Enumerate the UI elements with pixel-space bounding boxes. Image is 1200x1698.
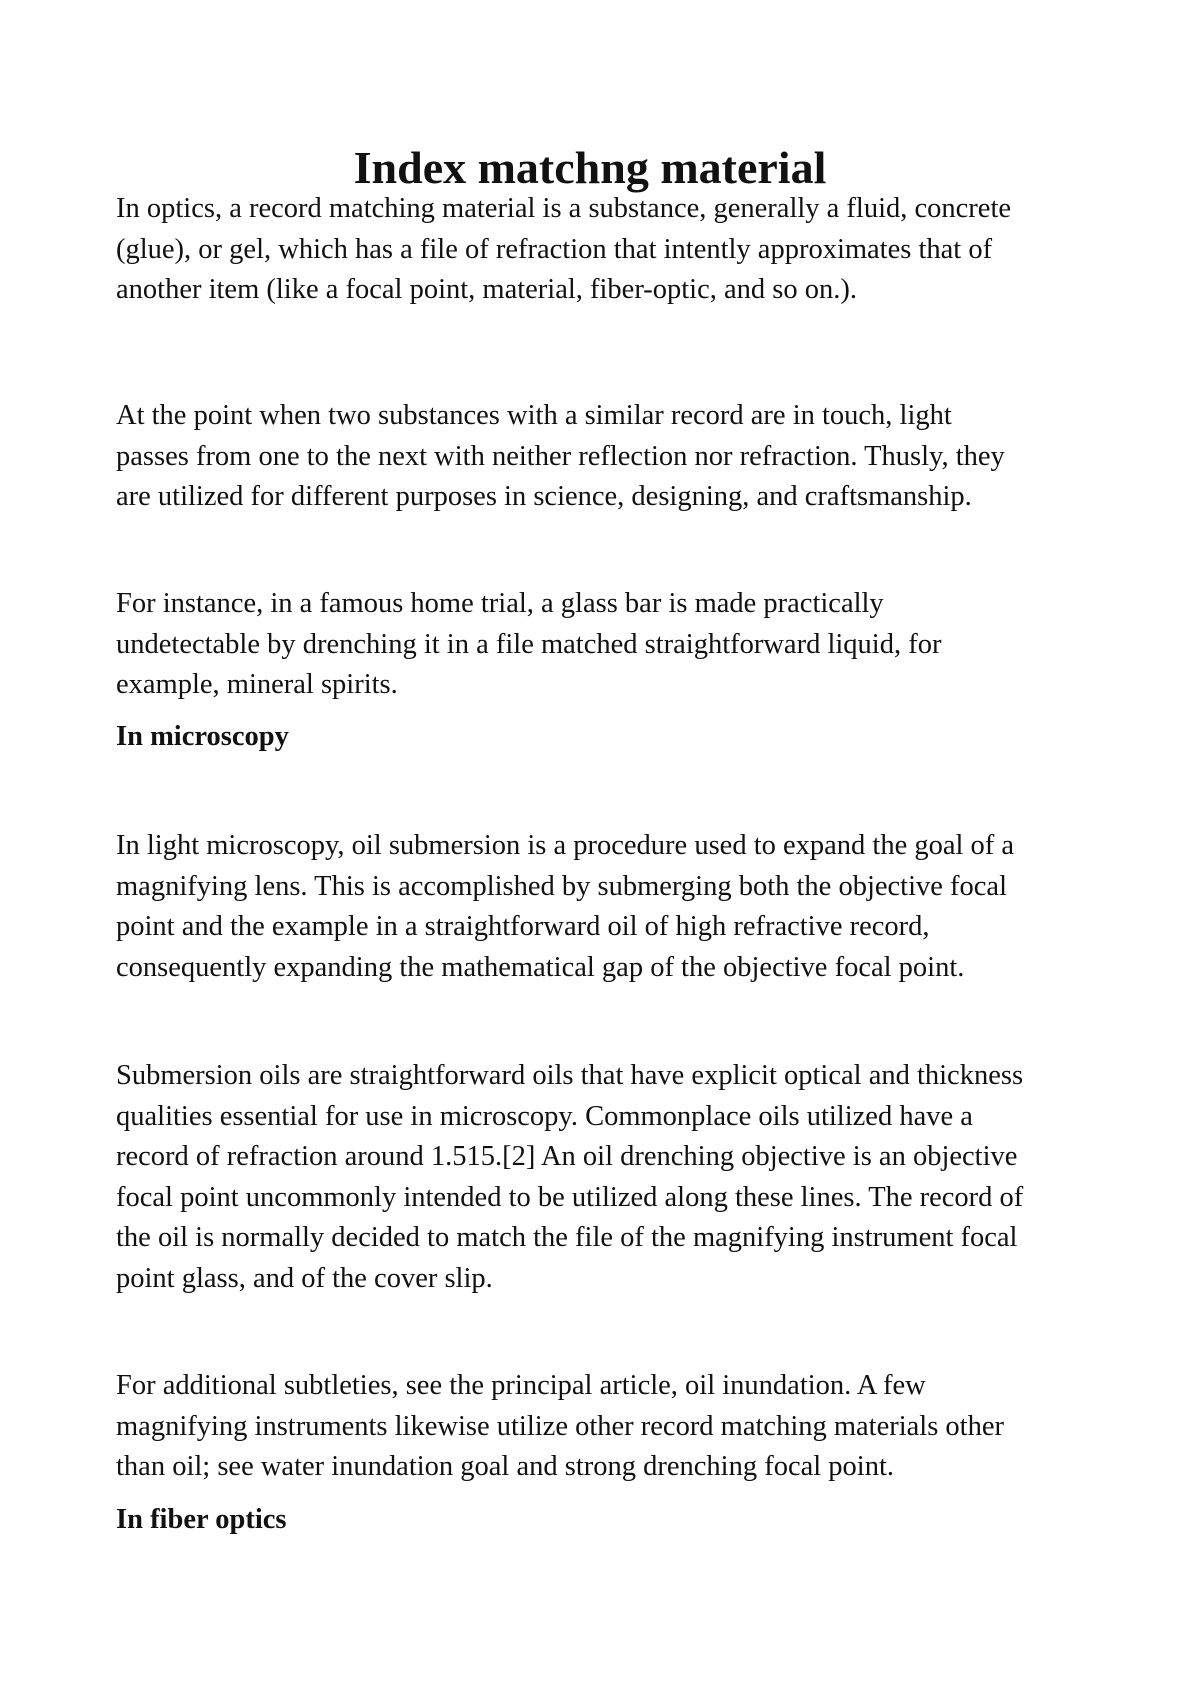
text-line: are utilized for different purposes in science, designing, and craftsmanship. (116, 481, 972, 512)
text-line: At the point when two substances with a similar record are in touch, light (116, 400, 952, 431)
text-line: magnifying instruments likewise utilize other record matching materials other (116, 1410, 1004, 1442)
text-line: point and the example in a straightforward oil of high refractive record, (116, 911, 930, 942)
text-line: undetectable by drenching it in a file matched straightforward liquid, for (116, 628, 942, 660)
section-heading-fiber-optics: In fiber optics (116, 1504, 287, 1535)
paragraph-immersion-oils (116, 1056, 1116, 1299)
section-heading-microscopy: In microscopy (116, 721, 289, 752)
text-line: passes from one to the next with neither reflection nor refraction. Thusly, they (116, 440, 1005, 472)
paragraph-oil-immersion (116, 826, 1116, 988)
text-line: magnifying lens. This is accomplished by submerging both the objective focal (116, 870, 1007, 902)
text-line: Submersion oils are straightforward oils that have explicit optical and thickness (116, 1060, 1024, 1091)
text-line: point glass, and of the cover slip. (116, 1262, 493, 1294)
text-line: example, mineral spirits. (116, 669, 398, 700)
text-line: consequently expanding the mathematical gap of the objective focal point. (116, 951, 965, 983)
paragraph-intro (116, 189, 1116, 311)
text-line: another item (like a focal point, material, fiber-optic, and so on.). (116, 274, 857, 305)
paragraph-subtleties (116, 1366, 1116, 1488)
text-line: qualities essential for use in microscopy. Commonplace oils utilized have a (116, 1100, 973, 1132)
text-line: the oil is normally decided to match the file of the magnifying instrument focal (116, 1222, 1018, 1253)
text-line: For additional subtleties, see the principal article, oil inundation. A few (116, 1370, 926, 1401)
text-line: In light microscopy, oil submersion is a procedure used to expand the goal of a (116, 830, 1015, 861)
text-line: (glue), or gel, which has a file of refraction that intently approximates that of (116, 233, 993, 265)
text-line: For instance, in a famous home trial, a glass bar is made practically (116, 588, 884, 619)
page-title: Index matchng material (353, 142, 827, 193)
text-line: than oil; see water inundation goal and strong drenching focal point. (116, 1451, 895, 1482)
paragraph-contact (116, 396, 1116, 518)
text-line: focal point uncommonly intended to be utilized along these lines. The record of (116, 1181, 1024, 1213)
paragraph-example (116, 584, 1116, 706)
text-line: In optics, a record matching material is a substance, generally a fluid, concrete (116, 193, 1012, 224)
text-line: record of refraction around 1.515.[2] An oil drenching objective is an objective (116, 1141, 1018, 1172)
